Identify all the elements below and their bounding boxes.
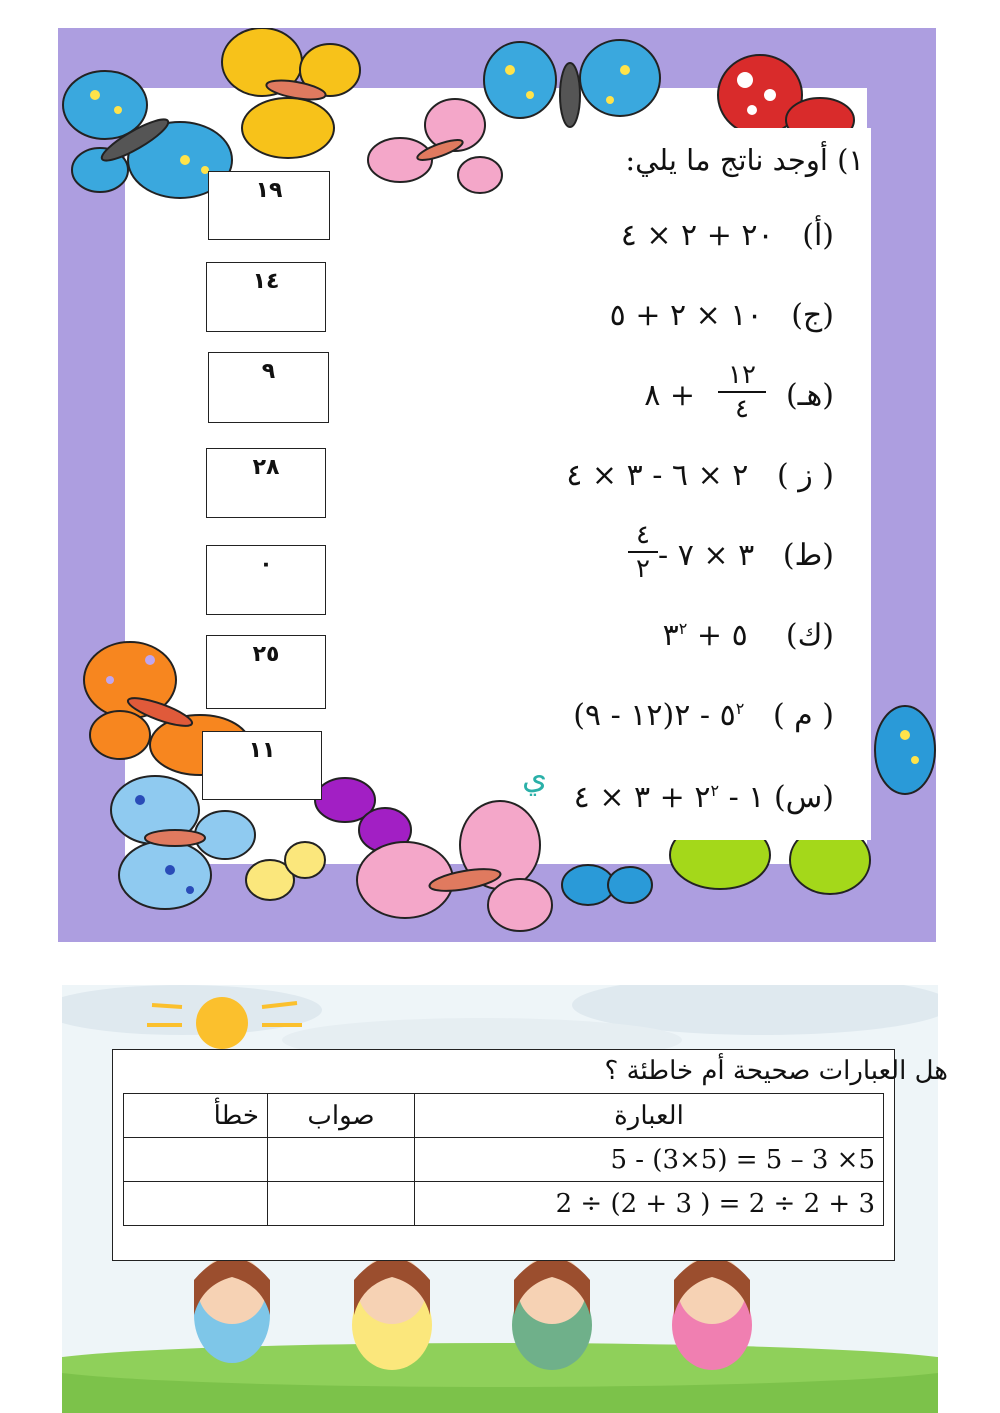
- item-label: (س): [773, 780, 834, 815]
- butterfly-icon: [222, 28, 360, 158]
- item-label: (ط): [782, 538, 834, 573]
- item-expression: ٥ + ٣: [662, 618, 748, 653]
- statement-cell: [415, 1138, 884, 1182]
- item-expression: ١٠ × ٢ + ٥: [609, 298, 763, 333]
- table-header-row: [124, 1094, 884, 1138]
- butterfly-icon: [315, 778, 411, 852]
- exponent: ٢: [678, 619, 688, 638]
- item-expression: ٥: [719, 698, 736, 733]
- statement-text: 2 ÷ (2 + 3 ) = 2 ÷ 2 + 3: [555, 1188, 875, 1219]
- item-label: (ج): [791, 298, 834, 333]
- answer-box[interactable]: ٩: [208, 352, 329, 423]
- question-item-k: [663, 618, 834, 653]
- butterfly-icon: [368, 99, 502, 193]
- question-title: ١) أوجد ناتج ما يلي:: [625, 143, 864, 177]
- question-item-s: [574, 780, 834, 815]
- fraction: [718, 362, 766, 422]
- answer-box[interactable]: ١٩: [208, 171, 330, 240]
- answer-box[interactable]: ١١: [202, 731, 322, 800]
- fraction-denominator: ٤: [735, 394, 749, 424]
- answer-box[interactable]: ١٤: [206, 262, 326, 332]
- item-expression: ٢٠ + ٢ × ٤: [620, 218, 774, 253]
- item-label: (هـ): [785, 378, 834, 413]
- item-expression: ١ - ٢: [694, 780, 765, 815]
- item-expression: + ٣ × ٤: [573, 780, 685, 815]
- question-item-z: [566, 458, 834, 493]
- exponent: ٢: [710, 781, 720, 800]
- butterfly-icon: [562, 865, 652, 905]
- header-false: خطأ: [124, 1094, 268, 1138]
- fraction-numerator: ١٢: [728, 360, 756, 390]
- question-item-a: [621, 218, 834, 253]
- butterfly-icon: [63, 71, 232, 198]
- item-expression: ٣ × ٧ -: [658, 538, 755, 573]
- false-cell[interactable]: [124, 1138, 268, 1182]
- fraction-denominator: ٢: [636, 554, 650, 584]
- item-expression: - ٢(١٢ - ٩): [573, 698, 711, 733]
- item-label: ( ز ): [777, 458, 834, 493]
- answer-box[interactable]: ٠: [206, 545, 326, 615]
- item-expression: + ٨: [644, 378, 695, 413]
- exponent: ٢: [735, 699, 745, 718]
- item-expression: ٢ × ٦ - ٣ × ٤: [566, 458, 749, 493]
- item-label: ( م ): [772, 698, 834, 733]
- true-false-title: هل العبارات صحيحة أم خاطئة ؟: [604, 1056, 948, 1086]
- statement-text: 5 - (3×5) = 5 – 3 ×5: [610, 1144, 875, 1175]
- table-row: [124, 1138, 884, 1182]
- header-statement: العبارة: [415, 1094, 884, 1138]
- item-label: (ك): [785, 618, 834, 653]
- true-cell[interactable]: [268, 1138, 415, 1182]
- site-logo: ي: [522, 758, 548, 796]
- fraction: [628, 522, 658, 582]
- question-item-m: [573, 698, 834, 733]
- true-cell[interactable]: [268, 1182, 415, 1226]
- true-false-table: [123, 1093, 884, 1226]
- false-cell[interactable]: [124, 1182, 268, 1226]
- question-item-t: [658, 538, 834, 573]
- fraction-numerator: ٤: [636, 520, 650, 550]
- item-label: (أ): [802, 218, 834, 253]
- table-row: [124, 1182, 884, 1226]
- question-item-j: [610, 298, 834, 333]
- question-item-h: [786, 378, 834, 413]
- butterfly-icon: [484, 40, 660, 127]
- butterfly-icon: [875, 706, 935, 794]
- header-true: صواب: [268, 1094, 415, 1138]
- statement-cell: [415, 1182, 884, 1226]
- answer-box[interactable]: ٢٥: [206, 635, 326, 709]
- butterfly-icon: [246, 842, 325, 900]
- answer-box[interactable]: ٢٨: [206, 448, 326, 518]
